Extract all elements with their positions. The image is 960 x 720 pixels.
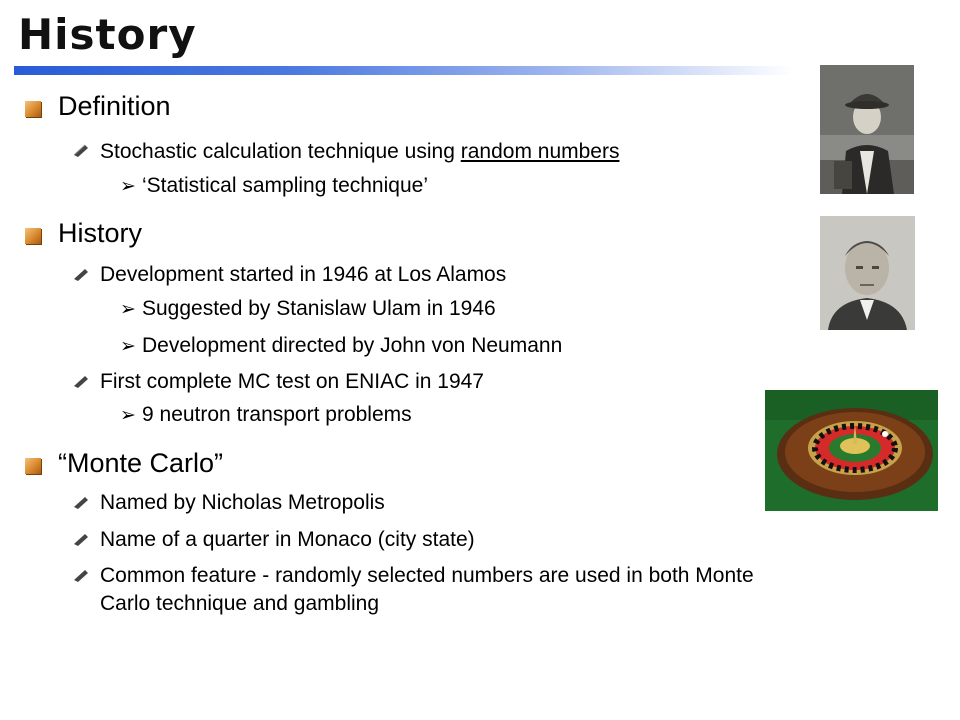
- title-underline-bar: [14, 66, 794, 75]
- section-heading-history: History: [58, 218, 143, 248]
- arrow-bullet-icon: [74, 533, 88, 546]
- square-bullet-icon: [25, 228, 41, 244]
- section-heading-definition: Definition: [58, 91, 171, 121]
- history-subitem-2: ➢ Development directed by John von Neumann: [120, 334, 563, 357]
- chevron-arrow-icon: ➢: [120, 299, 136, 320]
- definition-item: [100, 140, 619, 164]
- arrow-bullet-icon: [74, 569, 88, 582]
- roulette-wheel-photo: [765, 390, 938, 511]
- arrow-bullet-icon: [74, 268, 88, 281]
- arrow-bullet-icon: [74, 375, 88, 388]
- monte-carlo-item-1: Named by Nicholas Metropolis: [100, 491, 385, 514]
- definition-subitem: ➢ ‘Statistical sampling technique’: [120, 174, 428, 197]
- section-heading-monte-carlo: “Monte Carlo”: [58, 448, 224, 478]
- monte-carlo-item-3-line-1: Common feature - randomly selected numbers are used in both Monte: [100, 564, 754, 587]
- history-subitem-1: ➢ Suggested by Stanislaw Ulam in 1946: [120, 297, 496, 320]
- portrait-photo-ulam: [820, 65, 914, 194]
- history-item-2: First complete MC test on ENIAC in 1947: [100, 370, 484, 393]
- definition-text: Stochastic calculation technique using: [100, 140, 461, 163]
- square-bullet-icon: [25, 458, 41, 474]
- history-subitem-3: ➢ 9 neutron transport problems: [120, 403, 412, 426]
- monte-carlo-item-2: Name of a quarter in Monaco (city state): [100, 528, 475, 551]
- portrait-photo-von-neumann: [820, 216, 915, 330]
- monte-carlo-item-3-line-2: Carlo technique and gambling: [100, 592, 380, 615]
- square-bullet-icon: [25, 101, 41, 117]
- chevron-arrow-icon: ➢: [120, 176, 136, 197]
- chevron-arrow-icon: ➢: [120, 405, 136, 426]
- chevron-arrow-icon: ➢: [120, 336, 136, 357]
- arrow-bullet-icon: [74, 496, 88, 509]
- random-numbers-link[interactable]: random numbers: [460, 140, 620, 163]
- history-item-1: Development started in 1946 at Los Alamos: [100, 263, 507, 286]
- arrow-bullet-icon: [74, 144, 88, 157]
- slide-title: History: [18, 10, 197, 59]
